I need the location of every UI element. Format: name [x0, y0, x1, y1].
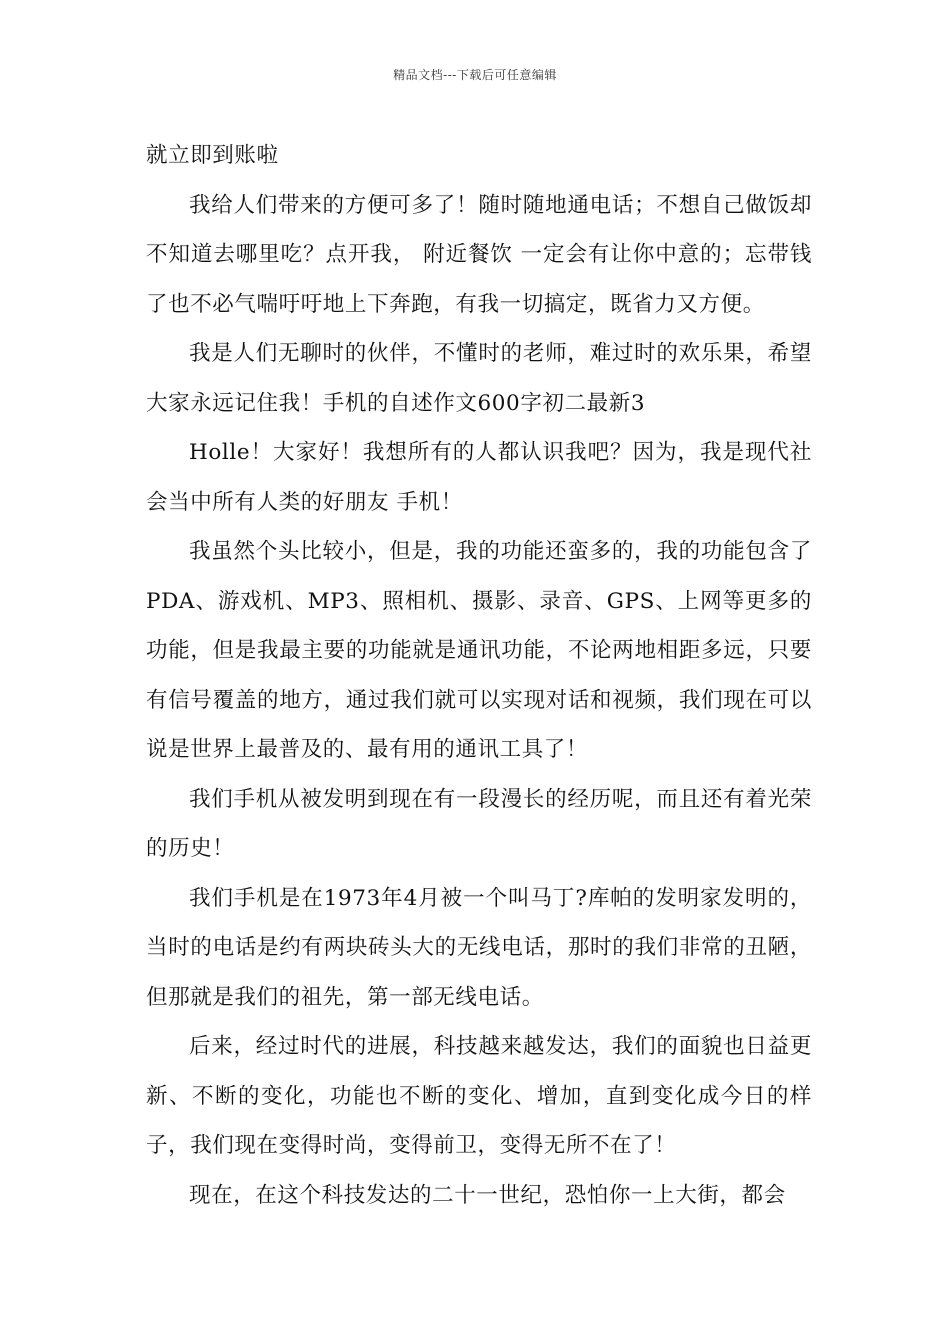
paragraph: 我虽然个头比较小，但是，我的功能还蛮多的，我的功能包含了PDA、游戏机、MP3、照相机、摄影、录音、GPS、上网等更多的功能，但是我最主要的功能就是通讯功能，不论两地相距多远，只要有信号覆盖的地方，通过我们就可以实现对话和视频，我们现在可以说是世界上最普及的、最有用的通讯工具了！ [146, 539, 812, 762]
paragraph: 就立即到账啦 [146, 143, 279, 168]
document-body [146, 131, 812, 1220]
paragraph: 后来，经过时代的进展，科技越来越发达，我们的面貌也日益更新、不断的变化，功能也不断的变化、增加，直到变化成今日的样子，我们现在变得时尚，变得前卫，变得无所不在了！ [146, 1034, 812, 1158]
paragraph: 现在，在这个科技发达的二十一世纪，恐怕你一上大街，都会 [189, 1182, 786, 1208]
paragraph: Holle！大家好！我想所有的人都认识我吧？因为，我是现代社会当中所有人类的好朋友 手机！ [146, 440, 812, 515]
paragraph: 我们手机从被发明到现在有一段漫长的经历呢，而且还有着光荣的历史！ [146, 786, 812, 861]
paragraph: 我们手机是在1973年4月被一个叫马丁?库帕的发明家发明的，当时的电话是约有两块砖头大的无线电话，那时的我们非常的丑陋，但那就是我们的祖先，第一部无线电话。 [146, 885, 812, 1010]
paragraph: 我是人们无聊时的伙伴，不懂时的老师，难过时的欢乐果，希望大家永远记住我！手机的自述作文600字初二最新3 [146, 341, 812, 416]
page-header: 精品文档---下载后可任意编辑 [393, 68, 557, 82]
paragraph: 我给人们带来的方便可多了！随时随地通电话；不想自己做饭却不知道去哪里吃？点开我， 附近餐饮 一定会有让你中意的；忘带钱了也不必气喘吁吁地上下奔跑，有我一切搞定，既省力又方便。 [146, 192, 812, 317]
